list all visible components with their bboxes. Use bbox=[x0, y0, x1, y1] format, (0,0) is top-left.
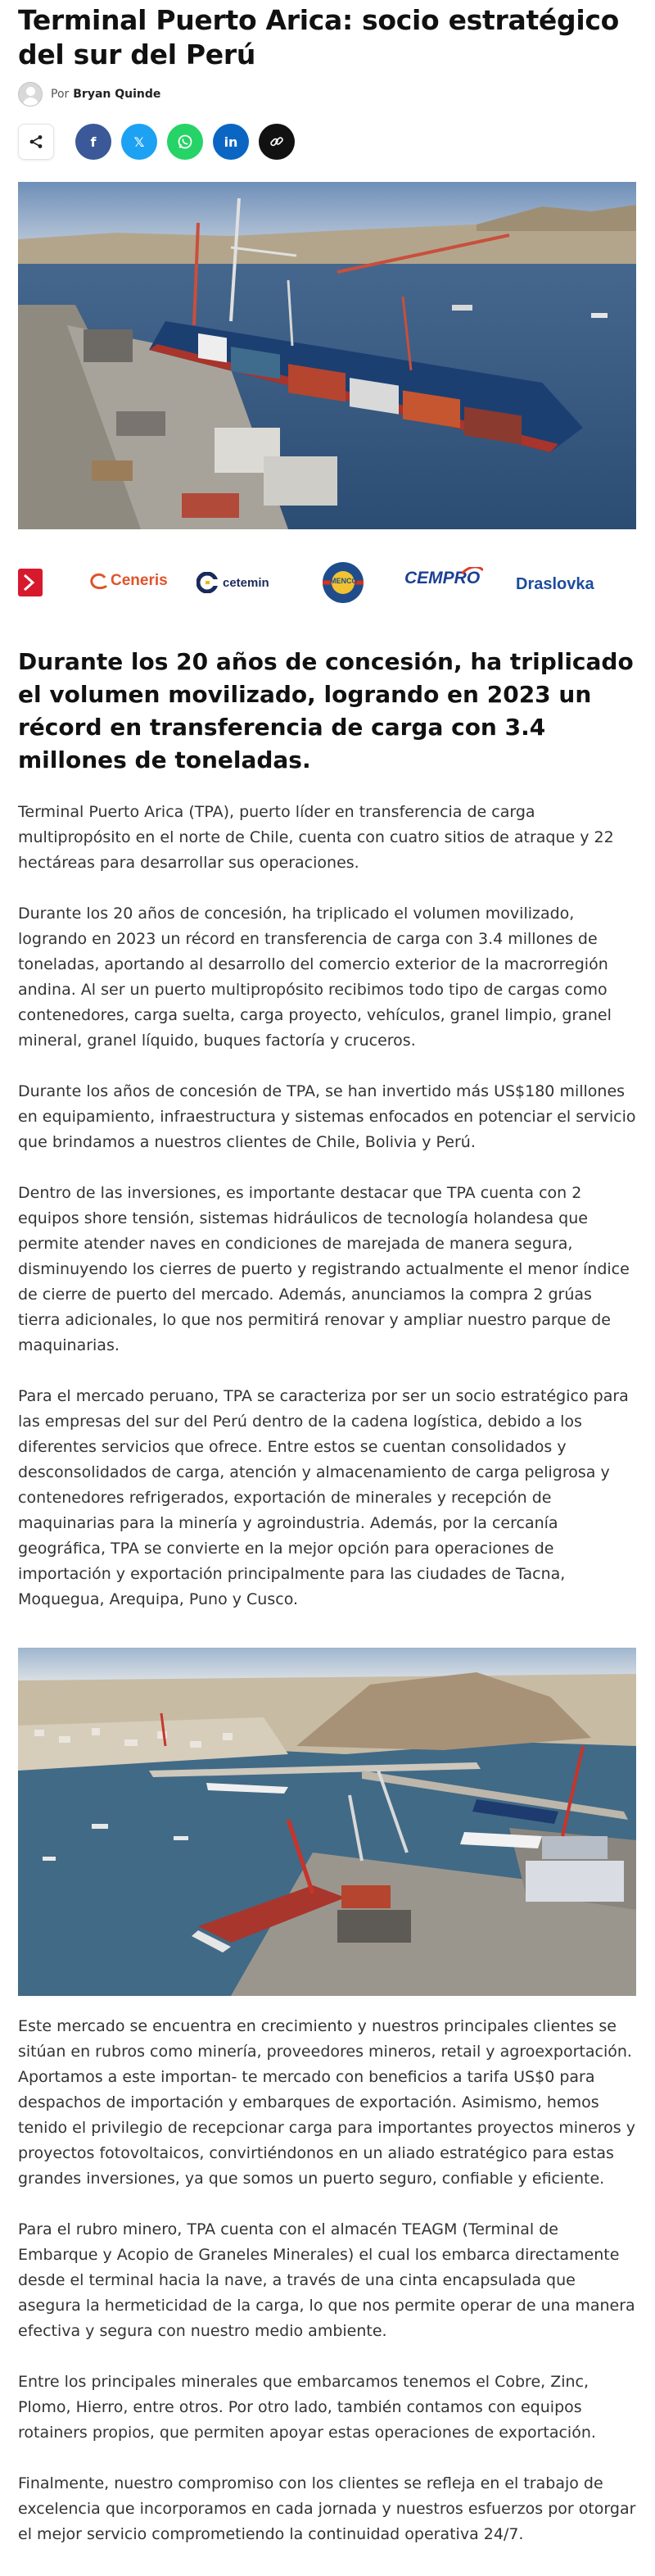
article-lead: Durante los 20 años de concesión, ha triplicado el volumen movilizado, logrando en 2023 un récord en transferencia de carga con 3.4 millones de toneladas. bbox=[18, 648, 634, 773]
body-paragraph: Este mercado se encuentra en crecimiento y nuestros principales clientes se sitúan en rubros como minería, proveedores mineros, retail y agroexportación. Aportamos a este importan- te mercado con beneficios a tarifa US$0 para despachos de importación y embarques de exportación. Asimismo, hemos tenido el privilegio de recepcionar carga para importantes proyectos mineros y proyectos fotovoltaicos, convirtiéndonos en un aliado estratégico para estas grandes inversiones, ya que somos un puerto seguro, confiable y eficiente. bbox=[18, 2017, 635, 2188]
sponsor-logo-partial[interactable] bbox=[18, 569, 43, 596]
linkedin-icon: in bbox=[224, 134, 238, 150]
port-container-ship-photo bbox=[18, 182, 636, 529]
copy-link-button[interactable] bbox=[259, 124, 295, 160]
body-paragraph: Dentro de las inversiones, es importante destacar que TPA cuenta con 2 equipos shore tensión, sistemas hidráulicos de tecnología holandesa que permite atender naves en condiciones de marejada de manera segura, disminuyendo los cierres de puerto y registrando actualmente el menor índice de cierre de puerto del mercado. Además, anunciamos la compra 2 grúas tierra adicionales, lo que nos permitirá renovar y ampliar nuestro parque de maquinarias. bbox=[18, 1184, 630, 1354]
body-paragraph: Finalmente, nuestro compromiso con los clientes se refleja en el trabajo de excelencia que incorporamos en cada jornada y nuestros esfuerzos por otorgar el mejor servicio comprometiendo la continuidad operativa 24/7. bbox=[18, 2474, 636, 2543]
body-paragraph: Para el mercado peruano, TPA se caracteriza por ser un socio estratégico para las empresas del sur del Perú dentro de la cadena logística, debido a los diferentes servicios que ofrece. Entre estos se cuentan consolidados y desconsolidados de carga, atención y almacenamiento de carga peligrosa y contenedores refrigerados, exportación de minerales y recepción de maquinarias para la minería y agroindustria. Además, por la cercanía geográfica, TPA se convierte en la mejor opción para operaciones de importación y exportación principalmente para las ciudades de Tacna, Moquegua, Arequipa, Puno y Cusco. bbox=[18, 1387, 629, 1608]
cempro-swoosh bbox=[462, 567, 483, 575]
cetemin-icon bbox=[196, 572, 218, 593]
body-paragraph: Para el rubro minero, TPA cuenta con el almacén TEAGM (Terminal de Embarque y Acopio de Graneles Minerales) el cual los embarca directamente desde el terminal hacia la nave, a través de una cinta encapsulada que asegura la hermeticidad de la carga, lo que nos permite operar de una manera efectiva y segura con nuestro medio ambiente. bbox=[18, 2220, 635, 2340]
ceneris-icon bbox=[90, 573, 108, 589]
article-body-part1 bbox=[18, 800, 639, 1638]
whatsapp-share-button[interactable] bbox=[167, 124, 203, 160]
avatar[interactable] bbox=[18, 82, 43, 107]
link-icon bbox=[269, 134, 285, 150]
author-row bbox=[18, 82, 160, 107]
share-bar bbox=[18, 123, 295, 161]
sponsor-logo-menco[interactable] bbox=[321, 560, 365, 605]
sponsor-logo-draslovka[interactable]: Draslovka bbox=[516, 575, 594, 593]
byline-prefix: Por bbox=[51, 88, 70, 101]
body-paragraph: Durante los 20 años de concesión, ha triplicado el volumen movilizado, logrando en 2023 un récord en transferencia de carga con 3.4 millones de toneladas, aportando al desarrollo del comercio exterior de la macrorregión andina. Al ser un puerto multipropósito recibimos todo tipo de cargas como contenedores, carga suelta, carga proyecto, vehículos, granel limpio, granel mineral, granel líquido, buques factoría y cruceros. bbox=[18, 905, 612, 1050]
port-aerial-photo bbox=[18, 1648, 636, 1996]
share-toggle-button[interactable] bbox=[18, 124, 54, 160]
x-icon: 𝕏 bbox=[133, 134, 145, 150]
article-body-part2 bbox=[18, 2014, 639, 2573]
sponsor-logo-cetemin[interactable]: cetemin bbox=[196, 572, 269, 593]
body-paragraph: Durante los años de concesión de TPA, se han invertido más US$180 millones en equipamiento, infraestructura y sistemas enfocados en potenciar el servicio que brindamos a nuestros clientes de Chile, Bolivia y Perú. bbox=[18, 1082, 636, 1151]
sponsor-logo-ceneris[interactable]: Ceneris bbox=[90, 572, 168, 590]
body-paragraph: Entre los principales minerales que embarcamos tenemos el Cobre, Zinc, Plomo, Hierro, entre otros. Por otro lado, también contamos con equipos rotainers propios, que permiten apoyar estas operaciones de exportación. bbox=[18, 2373, 596, 2442]
share-icon bbox=[29, 134, 43, 149]
port-photo-illustration bbox=[18, 182, 636, 529]
facebook-icon: f bbox=[90, 134, 97, 150]
facebook-share-button[interactable] bbox=[75, 124, 111, 160]
linkedin-share-button[interactable] bbox=[213, 124, 249, 160]
body-paragraph: Terminal Puerto Arica (TPA), puerto líder en transferencia de carga multipropósito en el norte de Chile, cuenta con cuatro sitios de atraque y 22 hectáreas para desarrollar sus operaciones. bbox=[18, 803, 614, 872]
aerial-photo-illustration bbox=[18, 1648, 636, 1996]
red-brand-icon bbox=[18, 569, 43, 596]
article-title: Terminal Puerto Arica: socio estratégico del sur del Perú bbox=[18, 4, 619, 70]
sponsor-logo-cempro[interactable]: CEMPRO bbox=[404, 569, 480, 588]
whatsapp-icon bbox=[177, 134, 193, 150]
x-share-button[interactable] bbox=[121, 124, 157, 160]
sponsor-logos-strip bbox=[18, 551, 636, 613]
menco-wordmark: MENCO bbox=[330, 577, 358, 585]
author-name[interactable]: Bryan Quinde bbox=[73, 88, 161, 101]
